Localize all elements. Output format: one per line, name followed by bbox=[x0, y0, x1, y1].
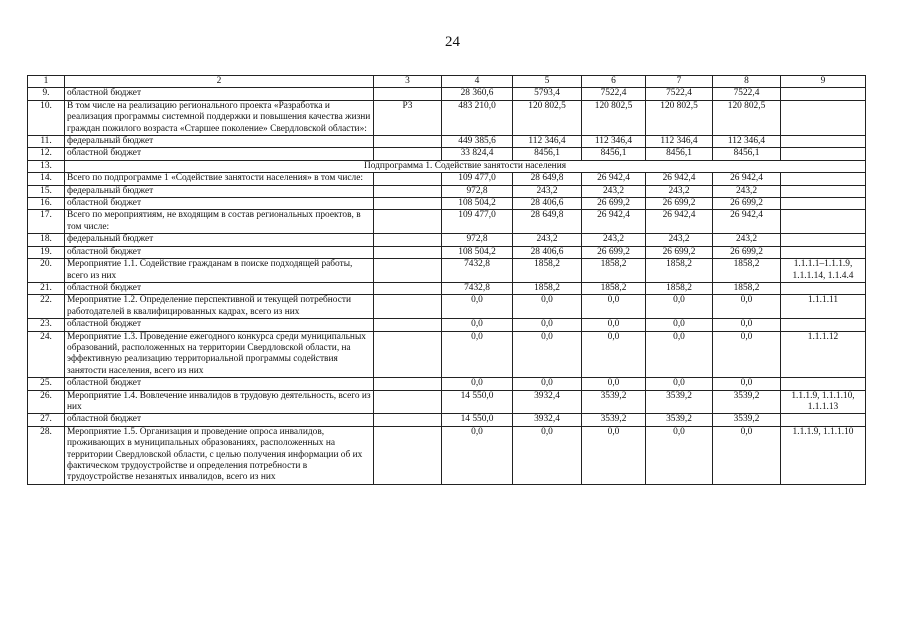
table-row bbox=[28, 282, 866, 294]
target-indicator-codes bbox=[781, 234, 866, 246]
value-col-4: 33 824,4 bbox=[442, 148, 513, 160]
project-code bbox=[374, 331, 442, 378]
value-col-7: 243,2 bbox=[646, 185, 713, 197]
value-col-4: 109 477,0 bbox=[442, 210, 513, 234]
column-number: 1 bbox=[28, 76, 65, 88]
target-indicator-codes bbox=[781, 210, 866, 234]
table-row bbox=[28, 148, 866, 160]
value-col-7: 1858,2 bbox=[646, 259, 713, 283]
value-col-8: 0,0 bbox=[713, 378, 781, 390]
table-row bbox=[28, 295, 866, 319]
value-col-6: 0,0 bbox=[582, 426, 646, 484]
target-indicator-codes bbox=[781, 88, 866, 100]
table-row bbox=[28, 259, 866, 283]
value-col-7: 0,0 bbox=[646, 331, 713, 378]
row-number: 22. bbox=[28, 295, 65, 319]
project-code bbox=[374, 259, 442, 283]
value-col-5: 1858,2 bbox=[513, 259, 582, 283]
value-col-5: 28 649,8 bbox=[513, 173, 582, 185]
table-row bbox=[28, 136, 866, 148]
row-number: 12. bbox=[28, 148, 65, 160]
table-row bbox=[28, 198, 866, 210]
value-col-5: 243,2 bbox=[513, 234, 582, 246]
value-col-6: 112 346,4 bbox=[582, 136, 646, 148]
target-indicator-codes bbox=[781, 148, 866, 160]
row-number: 27. bbox=[28, 414, 65, 426]
value-col-8: 26 699,2 bbox=[713, 246, 781, 258]
column-number: 4 bbox=[442, 76, 513, 88]
row-description: Мероприятие 1.1. Содействие гражданам в поиске подходящей работы, всего из них bbox=[65, 259, 374, 283]
value-col-4: 7432,8 bbox=[442, 282, 513, 294]
value-col-8: 26 699,2 bbox=[713, 198, 781, 210]
value-col-4: 7432,8 bbox=[442, 259, 513, 283]
table-row bbox=[28, 210, 866, 234]
value-col-5: 243,2 bbox=[513, 185, 582, 197]
value-col-6: 26 942,4 bbox=[582, 173, 646, 185]
table-row bbox=[28, 185, 866, 197]
value-col-6: 26 699,2 bbox=[582, 198, 646, 210]
value-col-7: 0,0 bbox=[646, 426, 713, 484]
row-number: 26. bbox=[28, 390, 65, 414]
value-col-7: 26 942,4 bbox=[646, 210, 713, 234]
value-col-6: 7522,4 bbox=[582, 88, 646, 100]
value-col-6: 3539,2 bbox=[582, 414, 646, 426]
row-description: Всего по мероприятиям, не входящим в состав региональных проектов, в том числе: bbox=[65, 210, 374, 234]
value-col-8: 0,0 bbox=[713, 319, 781, 331]
project-code bbox=[374, 136, 442, 148]
value-col-5: 28 649,8 bbox=[513, 210, 582, 234]
row-description: Мероприятие 1.3. Проведение ежегодного конкурса среди муниципальных образований, расположенных на территории Свердловской области, на эффективную реализацию территориальной программы содействия занятости населения, всего из них bbox=[65, 331, 374, 378]
target-indicator-codes bbox=[781, 282, 866, 294]
row-number: 25. bbox=[28, 378, 65, 390]
project-code bbox=[374, 426, 442, 484]
value-col-8: 7522,4 bbox=[713, 88, 781, 100]
row-number: 11. bbox=[28, 136, 65, 148]
row-number: 23. bbox=[28, 319, 65, 331]
row-description: Мероприятие 1.4. Вовлечение инвалидов в трудовую деятельность, всего из них bbox=[65, 390, 374, 414]
page-number: 24 bbox=[445, 34, 460, 50]
target-indicator-codes bbox=[781, 173, 866, 185]
value-col-7: 3539,2 bbox=[646, 414, 713, 426]
target-indicator-codes bbox=[781, 198, 866, 210]
column-number: 6 bbox=[582, 76, 646, 88]
value-col-5: 8456,1 bbox=[513, 148, 582, 160]
row-number: 16. bbox=[28, 198, 65, 210]
project-code bbox=[374, 88, 442, 100]
column-number: 7 bbox=[646, 76, 713, 88]
value-col-7: 120 802,5 bbox=[646, 100, 713, 135]
value-col-4: 449 385,6 bbox=[442, 136, 513, 148]
target-indicator-codes bbox=[781, 100, 866, 135]
column-number: 2 bbox=[65, 76, 374, 88]
target-indicator-codes bbox=[781, 136, 866, 148]
value-col-6: 26 942,4 bbox=[582, 210, 646, 234]
value-col-6: 3539,2 bbox=[582, 390, 646, 414]
value-col-4: 483 210,0 bbox=[442, 100, 513, 135]
table-row bbox=[28, 319, 866, 331]
value-col-5: 0,0 bbox=[513, 426, 582, 484]
value-col-4: 0,0 bbox=[442, 378, 513, 390]
project-code: Р3 bbox=[374, 100, 442, 135]
value-col-6: 243,2 bbox=[582, 185, 646, 197]
project-code bbox=[374, 246, 442, 258]
value-col-6: 243,2 bbox=[582, 234, 646, 246]
row-number: 17. bbox=[28, 210, 65, 234]
project-code bbox=[374, 282, 442, 294]
value-col-4: 108 504,2 bbox=[442, 198, 513, 210]
value-col-5: 112 346,4 bbox=[513, 136, 582, 148]
value-col-5: 120 802,5 bbox=[513, 100, 582, 135]
value-col-4: 0,0 bbox=[442, 331, 513, 378]
table-body bbox=[28, 88, 866, 484]
value-col-6: 0,0 bbox=[582, 295, 646, 319]
row-description: Мероприятие 1.2. Определение перспективной и текущей потребности работодателей в квалифицированных кадрах, всего из них bbox=[65, 295, 374, 319]
budget-table bbox=[27, 75, 866, 485]
row-number: 9. bbox=[28, 88, 65, 100]
value-col-7: 1858,2 bbox=[646, 282, 713, 294]
table-row bbox=[28, 246, 866, 258]
value-col-7: 8456,1 bbox=[646, 148, 713, 160]
row-number: 28. bbox=[28, 426, 65, 484]
value-col-6: 8456,1 bbox=[582, 148, 646, 160]
value-col-5: 1858,2 bbox=[513, 282, 582, 294]
value-col-8: 1858,2 bbox=[713, 259, 781, 283]
value-col-8: 243,2 bbox=[713, 185, 781, 197]
column-number: 3 bbox=[374, 76, 442, 88]
project-code bbox=[374, 378, 442, 390]
target-indicator-codes bbox=[781, 319, 866, 331]
row-number: 15. bbox=[28, 185, 65, 197]
value-col-8: 8456,1 bbox=[713, 148, 781, 160]
value-col-8: 3539,2 bbox=[713, 414, 781, 426]
target-indicator-codes: 1.1.1.9, 1.1.1.10, 1.1.1.13 bbox=[781, 390, 866, 414]
value-col-5: 3932,4 bbox=[513, 414, 582, 426]
project-code bbox=[374, 234, 442, 246]
value-col-5: 28 406,6 bbox=[513, 198, 582, 210]
project-code bbox=[374, 414, 442, 426]
value-col-6: 0,0 bbox=[582, 378, 646, 390]
value-col-6: 0,0 bbox=[582, 331, 646, 378]
value-col-7: 7522,4 bbox=[646, 88, 713, 100]
row-number: 14. bbox=[28, 173, 65, 185]
target-indicator-codes: 1.1.1.12 bbox=[781, 331, 866, 378]
value-col-6: 1858,2 bbox=[582, 282, 646, 294]
row-description: федеральный бюджет bbox=[65, 136, 374, 148]
value-col-5: 0,0 bbox=[513, 378, 582, 390]
column-number: 8 bbox=[713, 76, 781, 88]
target-indicator-codes bbox=[781, 414, 866, 426]
value-col-4: 0,0 bbox=[442, 319, 513, 331]
row-number: 18. bbox=[28, 234, 65, 246]
target-indicator-codes bbox=[781, 246, 866, 258]
column-number: 5 bbox=[513, 76, 582, 88]
row-description: областной бюджет bbox=[65, 378, 374, 390]
row-description: федеральный бюджет bbox=[65, 234, 374, 246]
value-col-7: 112 346,4 bbox=[646, 136, 713, 148]
row-description: федеральный бюджет bbox=[65, 185, 374, 197]
value-col-4: 0,0 bbox=[442, 295, 513, 319]
value-col-4: 14 550,0 bbox=[442, 414, 513, 426]
value-col-5: 3932,4 bbox=[513, 390, 582, 414]
value-col-8: 0,0 bbox=[713, 295, 781, 319]
table-row bbox=[28, 160, 866, 172]
table-row bbox=[28, 426, 866, 484]
value-col-5: 0,0 bbox=[513, 295, 582, 319]
row-number: 21. bbox=[28, 282, 65, 294]
target-indicator-codes: 1.1.1.9, 1.1.1.10 bbox=[781, 426, 866, 484]
value-col-8: 120 802,5 bbox=[713, 100, 781, 135]
value-col-4: 972,8 bbox=[442, 185, 513, 197]
table-row bbox=[28, 390, 866, 414]
row-number: 20. bbox=[28, 259, 65, 283]
value-col-5: 5793,4 bbox=[513, 88, 582, 100]
project-code bbox=[374, 148, 442, 160]
project-code bbox=[374, 319, 442, 331]
project-code bbox=[374, 173, 442, 185]
project-code bbox=[374, 210, 442, 234]
column-number-row bbox=[28, 76, 866, 88]
value-col-6: 1858,2 bbox=[582, 259, 646, 283]
row-number: 24. bbox=[28, 331, 65, 378]
value-col-8: 3539,2 bbox=[713, 390, 781, 414]
value-col-7: 0,0 bbox=[646, 319, 713, 331]
table-row bbox=[28, 234, 866, 246]
row-description: В том числе на реализацию регионального проекта «Разработка и реализация программы системной поддержки и повышения качества жизни граждан пожилого возраста «Старшее поколение» Свердловской области»: bbox=[65, 100, 374, 135]
value-col-4: 0,0 bbox=[442, 426, 513, 484]
value-col-7: 0,0 bbox=[646, 295, 713, 319]
table-row bbox=[28, 414, 866, 426]
row-description: Всего по подпрограмме 1 «Содействие занятости населения» в том числе: bbox=[65, 173, 374, 185]
table-row bbox=[28, 331, 866, 378]
value-col-8: 243,2 bbox=[713, 234, 781, 246]
value-col-7: 243,2 bbox=[646, 234, 713, 246]
value-col-8: 0,0 bbox=[713, 331, 781, 378]
target-indicator-codes: 1.1.1.11 bbox=[781, 295, 866, 319]
project-code bbox=[374, 198, 442, 210]
target-indicator-codes bbox=[781, 185, 866, 197]
row-description: областной бюджет bbox=[65, 88, 374, 100]
value-col-6: 26 699,2 bbox=[582, 246, 646, 258]
value-col-5: 0,0 bbox=[513, 319, 582, 331]
value-col-5: 28 406,6 bbox=[513, 246, 582, 258]
value-col-8: 26 942,4 bbox=[713, 173, 781, 185]
row-number: 10. bbox=[28, 100, 65, 135]
value-col-4: 108 504,2 bbox=[442, 246, 513, 258]
column-number: 9 bbox=[781, 76, 866, 88]
row-number: 13. bbox=[28, 160, 65, 172]
value-col-8: 112 346,4 bbox=[713, 136, 781, 148]
table-row bbox=[28, 100, 866, 135]
value-col-7: 3539,2 bbox=[646, 390, 713, 414]
table-row bbox=[28, 88, 866, 100]
row-description: областной бюджет bbox=[65, 319, 374, 331]
row-description: Мероприятие 1.5. Организация и проведение опроса инвалидов, проживающих в муниципальных образованиях, расположенных на территории Свердловской области, с целью получения информации об их фактическом трудоустройстве и определения потребности в трудоустройстве незанятых инвалидов, всего из них bbox=[65, 426, 374, 484]
value-col-4: 14 550,0 bbox=[442, 390, 513, 414]
target-indicator-codes bbox=[781, 378, 866, 390]
row-description: областной бюджет bbox=[65, 198, 374, 210]
value-col-6: 0,0 bbox=[582, 319, 646, 331]
value-col-7: 26 699,2 bbox=[646, 246, 713, 258]
table-row bbox=[28, 378, 866, 390]
project-code bbox=[374, 185, 442, 197]
table-row bbox=[28, 173, 866, 185]
value-col-7: 0,0 bbox=[646, 378, 713, 390]
row-description: областной бюджет bbox=[65, 148, 374, 160]
value-col-4: 28 360,6 bbox=[442, 88, 513, 100]
value-col-4: 972,8 bbox=[442, 234, 513, 246]
row-description: областной бюджет bbox=[65, 414, 374, 426]
section-heading: Подпрограмма 1. Содействие занятости населения bbox=[65, 160, 866, 172]
value-col-5: 0,0 bbox=[513, 331, 582, 378]
target-indicator-codes: 1.1.1.1–1.1.1.9, 1.1.1.14, 1.1.4.4 bbox=[781, 259, 866, 283]
project-code bbox=[374, 295, 442, 319]
value-col-8: 1858,2 bbox=[713, 282, 781, 294]
value-col-6: 120 802,5 bbox=[582, 100, 646, 135]
row-number: 19. bbox=[28, 246, 65, 258]
row-description: областной бюджет bbox=[65, 282, 374, 294]
value-col-7: 26 699,2 bbox=[646, 198, 713, 210]
project-code bbox=[374, 390, 442, 414]
row-description: областной бюджет bbox=[65, 246, 374, 258]
value-col-4: 109 477,0 bbox=[442, 173, 513, 185]
value-col-7: 26 942,4 bbox=[646, 173, 713, 185]
value-col-8: 26 942,4 bbox=[713, 210, 781, 234]
value-col-8: 0,0 bbox=[713, 426, 781, 484]
